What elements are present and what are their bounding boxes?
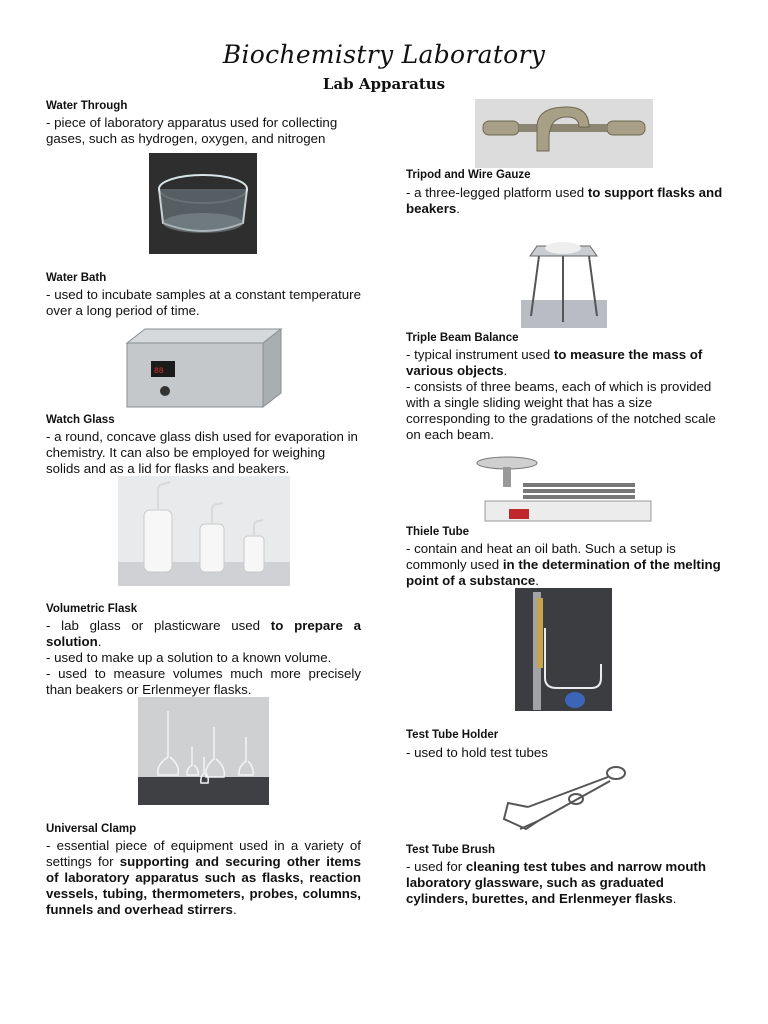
desc-universal-clamp: - essential piece of equipment used in a variety of settings for supporting and securing other items of laboratory apparatus such as flasks, reaction vessels, tubing, thermometers, probes, columns, funnels and overhead stirrers. [46, 838, 361, 917]
page-title: Biochemistry Laboratory [222, 40, 546, 69]
desc-test-tube-brush: - used for cleaning test tubes and narrow mouth laboratory glassware, such as graduated cylinders, burettes, and Erlenmeyer flasks. [406, 859, 706, 906]
heading-test-tube-holder: Test Tube Holder [406, 729, 499, 741]
heading-tripod: Tripod and Wire Gauze [406, 169, 531, 181]
desc-tripod: - a three-legged platform used to support flasks and beakers. [406, 185, 723, 216]
triple-beam-balance-image [473, 453, 653, 526]
wash-bottles-image [118, 476, 290, 586]
universal-clamp-image [475, 99, 653, 168]
desc-thiele-tube: - contain and heat an oil bath. Such a setup is commonly used in the determination of the melting point of a substance. [406, 541, 721, 588]
desc-volumetric-flask-2: - used to make up a solution to a known volume. [46, 650, 332, 665]
test-tube-holder-image [498, 763, 631, 836]
desc-triple-beam: - typical instrument used to measure the mass of various objects. [406, 347, 703, 378]
heading-thiele-tube: Thiele Tube [406, 526, 470, 538]
desc-watch-glass: - a round, concave glass dish used for evaporation in chemistry. It can also be employed for weighing solids and as a lid for flasks and beakers. [46, 429, 358, 476]
desc-test-tube-holder: - used to hold test tubes [406, 745, 548, 760]
desc-water-through: - piece of laboratory apparatus used for collecting gases, such as hydrogen, oxygen, and nitrogen [46, 115, 338, 146]
desc-water-bath: - used to incubate samples at a constant temperature over a long period of time. [46, 287, 361, 318]
heading-universal-clamp: Universal Clamp [46, 823, 137, 835]
heading-triple-beam: Triple Beam Balance [406, 332, 519, 344]
heading-water-through: Water Through [46, 100, 128, 112]
tripod-gauze-image [517, 216, 610, 330]
volumetric-flasks-image [138, 697, 269, 805]
glass-dish-image [149, 153, 257, 254]
water-bath-image [123, 323, 285, 411]
heading-volumetric-flask: Volumetric Flask [46, 603, 138, 615]
heading-watch-glass: Watch Glass [46, 414, 115, 426]
desc-volumetric-flask-3: - used to measure volumes much more precisely than beakers or Erlenmeyer flasks. [46, 666, 361, 697]
desc-volumetric-flask: - lab glass or plasticware used to prepare a solution. [46, 618, 361, 649]
heading-water-bath: Water Bath [46, 272, 107, 284]
svg-text:88: 88 [154, 367, 164, 376]
desc-triple-beam-2: - consists of three beams, each of which is provided with a single sliding weight that has a size corresponding to the gradations of the notched scale on each beam. [406, 379, 716, 442]
thiele-tube-image [515, 588, 612, 711]
page-subtitle: Lab Apparatus [322, 75, 446, 93]
heading-test-tube-brush: Test Tube Brush [406, 844, 496, 856]
